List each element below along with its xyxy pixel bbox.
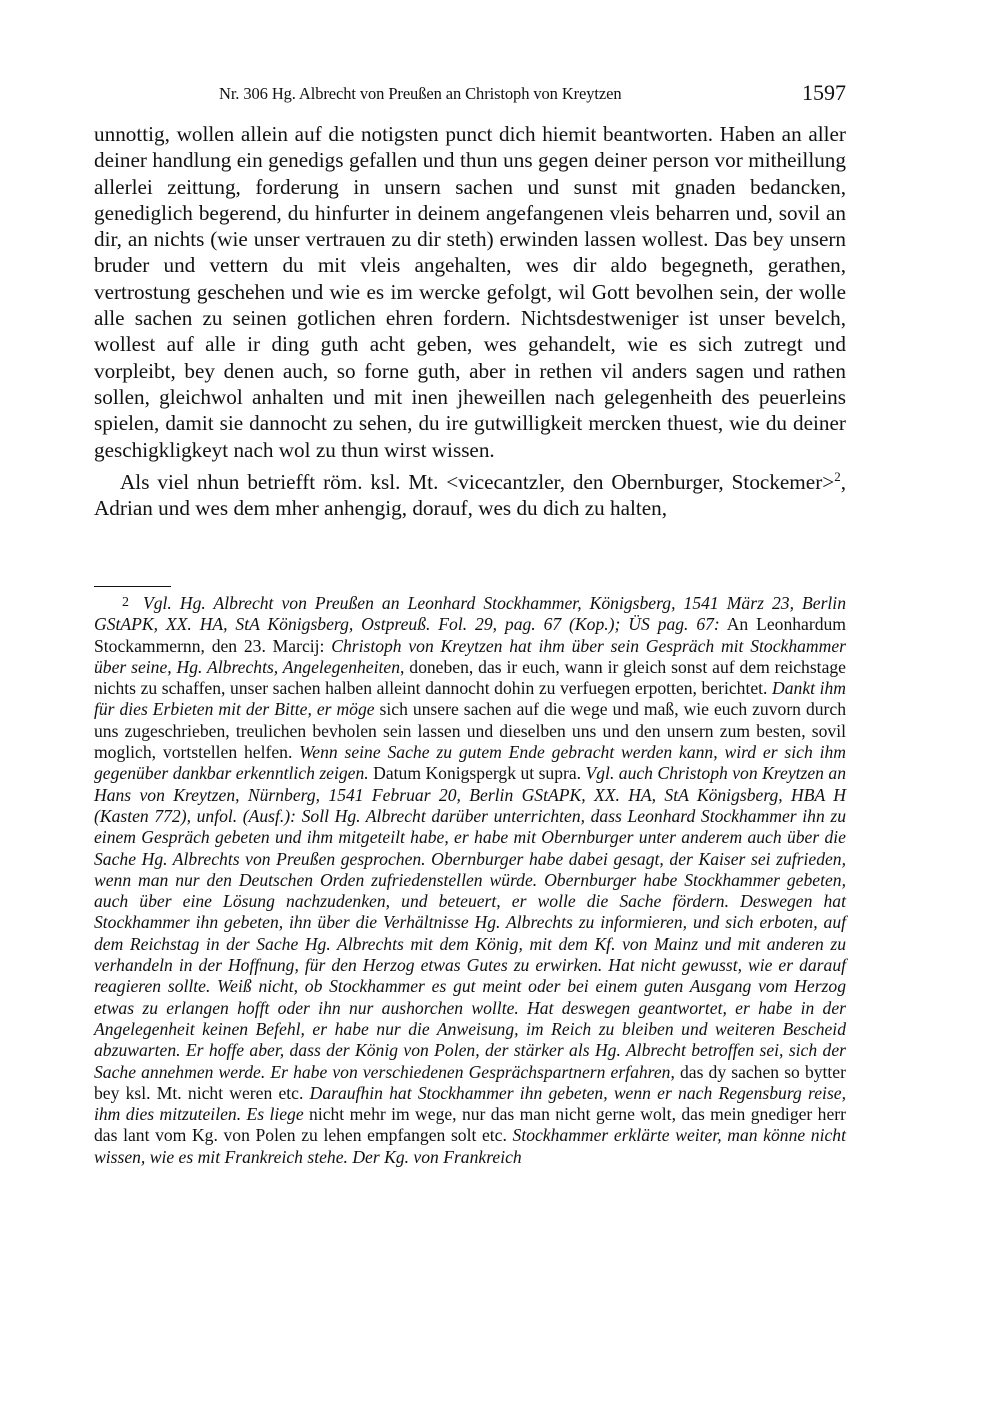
paragraph-2-text-a: Als viel nhun betriefft röm. ksl. Mt. <vicecantzler, den Obernburger, Stockemer> bbox=[120, 469, 835, 494]
main-text bbox=[94, 121, 846, 521]
body-paragraph-1: unnottig, wollen allein auf die notigsten punct dich hiemit beantworten. Haben an aller deiner handlung ein genedigs gefallen und thun uns gegen deiner person vor mitheillung allerlei zeittung, forderung in unsern sachen und sunst mit gnaden bedancken, genediglich begerend, du hinfurter in deinem angefangenen vleis beharren und, sovil an dir, an nichts (wie unser vertrauen zu dir steth) erwinden lassen wollest. Das bey unsern bruder und vettern du mit vleis angehalten, wes dir aldo begegneth, gerathen, vertrostung geschehen und wie es im wercke gefolgt, wil Gott bevolhen sein, der wolle alle sachen zu seinen gotlichen ehren fordern. Nichtsdestweniger ist unser bevelch, wollest auf alle ir ding guth acht geben, wes gehandelt, wie es sich zutregt und vorpleibt, bey denen auch, so forne guth, aber in rethen vil anders sagen und rathen sollen, gleichwol anhalten und mit inen jheweillen nach gelegenheith des peuerleins spielen, damit sie dannocht zu sehen, du ire gutwilligkeit mercken thuest, wie du deiner geschigkligkeyt nach wol zu thun wirst wissen. bbox=[94, 122, 846, 462]
running-head bbox=[94, 80, 846, 106]
footnote-segment: Dankt ihm für dies Erbieten mit der Bitte, er möge bbox=[94, 678, 846, 720]
body-paragraph-2 bbox=[94, 469, 846, 522]
paragraph-2-text-b: , Adrian und wes dem mher anhengig, dorauf, wes du dich zu halten, bbox=[94, 469, 846, 521]
footnote-segment: Vgl. Hg. Albrecht von Preußen an Leonhard Stockhammer, Königsberg, 1541 März 23, Berlin GStAPK, XX. HA, StA Königsberg, Ostpreuß. Fol. 29, pag. 67 (Kop.); ÜS pag. 67: bbox=[94, 593, 846, 635]
running-head-title: Nr. 306 Hg. Albrecht von Preußen an Christoph von Kreytzen bbox=[219, 84, 622, 103]
footnote-number: 2 bbox=[122, 595, 129, 610]
footnote-segment: Vgl. auch Christoph von Kreytzen an Hans von Kreytzen, Nürnberg, 1541 Februar 20, Berlin GStAPK, XX. HA, StA Königsberg, HBA H (Kasten 772), unfol. (Ausf.): Soll Hg. Albrecht darüber unterrichten, dass Leonhard Stockhammer ihn zu einem Gespräch gebeten und ihm mitgeteilt habe, er habe mit Obernburger unter anderem auch über die Sache Hg. Albrechts von Preußen gesprochen. Obernburger habe dabei gesagt, der Kaiser sei zufrieden, wenn man nur den Deutschen Orden zufriedenstellen würde. Obernburger habe Stockhammer gebeten, auch über eine Lösung nachzudenken, und beteuert, er wolle die Sache fördern. Deswegen hat Stockhammer ihn gebeten, ihn über die Verhältnisse Hg. Albrechts zu informieren, und sich erboten, auf dem Reichstag in der Sache Hg. Albrechts mit dem König, mit dem Kf. von Mainz und mit anderen zu verhandeln in der Hoffnung, für den Herzog etwas Gutes zu erwirken. Hat nicht gewusst, wie er darauf reagieren sollte. Weiß nicht, ob Stockhammer es gut meint oder bei einem guten Ausgang vom Herzog etwas zu erlangen hofft oder ihn nur aushorchen wollte. Hat deswegen geantwortet, er habe in der Angelegenheit keinen Befehl, er habe nur die Anweisung, im Reich zu bleiben und weiteren Bescheid abzuwarten. Er hoffe aber, dass der König von Polen, der stärker als Hg. Albrecht betroffen sei, sich der Sache annehmen werde. Er habe von verschiedenen Gesprächspartnern erfahren bbox=[94, 763, 846, 1082]
footnote-segment: Datum Konigspergk ut supra. bbox=[368, 763, 586, 784]
footnote-segment: Christoph von Kreytzen hat ihm über sein Gespräch mit Stockhammer über seine, Hg. Albrechts, Angelegenheiten bbox=[94, 635, 846, 677]
footnote-segment: Wenn seine Sache zu gutem Ende gebracht werden kann, wird er sich ihm gegenüber dankbar erkenntlich zeigen. bbox=[94, 742, 846, 784]
footnote-segment: nicht mehr im wege, nur das man nicht gerne wolt, das mein gnediger herr das lant vom Kg. von Polen zu lehen empfangen solt etc. bbox=[94, 1104, 846, 1146]
footnote-segment: Daraufhin hat Stockhammer ihn gebeten, wenn er nach Regensburg reise, ihm dies mitzuteilen. Es liege bbox=[94, 1082, 846, 1125]
footnote-segment: Stockhammer erklärte weiter, man könne nicht wissen, wie es mit Frankreich stehe. Der Kg. von Frankreich bbox=[94, 1125, 846, 1167]
footnote-reference-2[interactable]: 2 bbox=[834, 468, 841, 484]
footnote-segment: , das dy sachen so bytter bey ksl. Mt. nicht weren etc. bbox=[94, 1061, 846, 1103]
footnote-separator-rule bbox=[94, 586, 171, 587]
footnote-area bbox=[94, 592, 846, 1168]
footnote-segment: sich unsere sachen auf die wege und maß, wie euch zuvorn durch uns zugeschrieben, treulichen bevholen sein lassen und dieselben uns und den unsern zum besten, sovil moglich, vortstellen helfen. bbox=[94, 699, 847, 763]
footnote-segment: An Leonhardum Stockammernn, den 23. Marcij: bbox=[94, 614, 846, 656]
page-number: 1597 bbox=[802, 80, 846, 105]
footnote-segment: , doneben, das ir euch, wann ir gleich sonst auf dem reichstage nichts zu schaffen, unser sachen halben alleint dannocht dohin zu verfuegen erpotten, berichtet. bbox=[94, 656, 846, 699]
footnote-2 bbox=[94, 592, 846, 1168]
